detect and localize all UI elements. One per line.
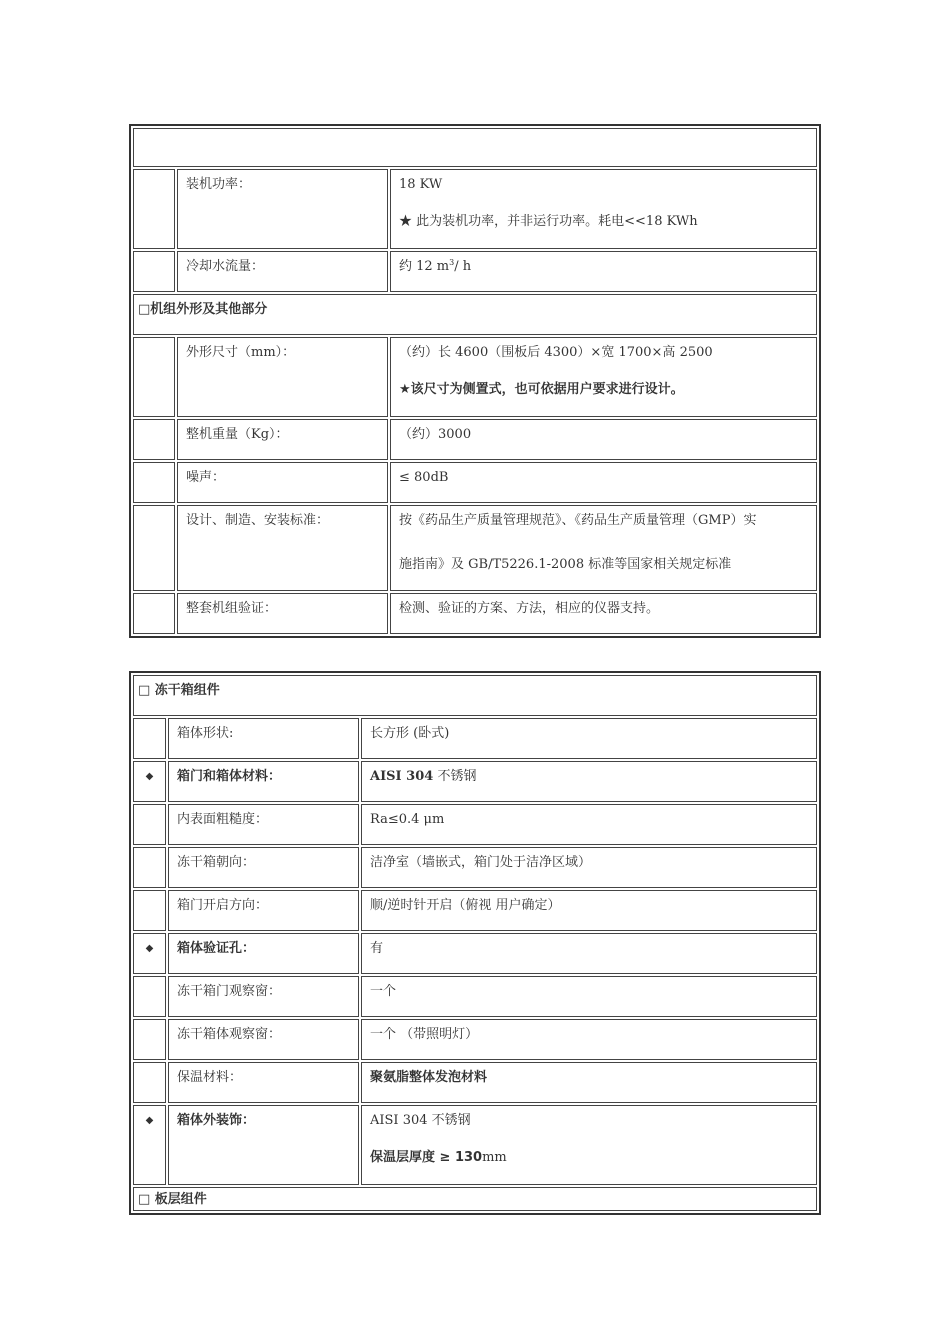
value-text-continued: 施指南》及 GB/T5226.1-2008 标准等国家相关规定标准 (399, 557, 732, 572)
diamond-bullet-icon: ◆ (133, 933, 166, 974)
value-text: （约）长 4600（围板后 4300）×宽 1700×高 2500 (399, 345, 713, 360)
row-label: 箱门开启方向： (168, 890, 359, 931)
table-row (133, 890, 817, 931)
spec-table-machine (129, 124, 821, 638)
table-row (133, 804, 817, 845)
row-label: 设计、制造、安装标准： (177, 505, 388, 591)
table-row (133, 462, 817, 503)
row-label: 整机重量（Kg）： (177, 419, 388, 460)
row-label: 箱体形状: (168, 718, 359, 759)
table-row (133, 1187, 817, 1211)
row-label: 箱门和箱体材料： (168, 761, 359, 802)
row-value (390, 169, 817, 249)
value-text: 按《药品生产质量管理规范》、《药品生产质量管理（GMP）实 (399, 513, 757, 528)
row-value: ≤ 80dB (390, 462, 817, 503)
row-value: 聚氨脂整体发泡材料 (361, 1062, 817, 1103)
diamond-bullet-icon: ◆ (133, 761, 166, 802)
value-bold: AISI 304 (370, 769, 434, 784)
section-heading: □ 板层组件 (133, 1187, 817, 1211)
row-value: 顺/逆时针开启（俯视 用户确定） (361, 890, 817, 931)
value-superscript: 3 (449, 258, 455, 267)
table-row (133, 761, 817, 802)
value-text: 18 KW (399, 177, 443, 192)
value-unit: / h (454, 259, 472, 274)
row-label: 冻干箱门观察窗： (168, 976, 359, 1017)
table-row (133, 675, 817, 716)
value-text: 不锈钢 (433, 769, 477, 784)
row-label: 保温材料： (168, 1062, 359, 1103)
diamond-bullet-icon: ◆ (133, 1105, 166, 1185)
row-value (361, 1105, 817, 1185)
row-value: 检测、验证的方案、方法，相应的仪器支持。 (390, 593, 817, 634)
spec-table-drying-chamber (129, 671, 821, 1215)
empty-header-cell (133, 128, 817, 167)
row-value: 一个 （带照明灯） (361, 1019, 817, 1060)
row-label: 箱体外装饰： (168, 1105, 359, 1185)
value-text: 约 12 m (399, 259, 450, 274)
value-bold: 保温层厚度 ≥ 130 (370, 1150, 483, 1165)
row-label: 外形尺寸（mm）： (177, 337, 388, 417)
row-label: 内表面粗糙度： (168, 804, 359, 845)
mark-cell (133, 976, 166, 1017)
row-value: 长方形 (卧式) (361, 718, 817, 759)
value-text-2 (370, 1149, 808, 1167)
row-label: 噪声： (177, 462, 388, 503)
mark-cell (133, 337, 175, 417)
mark-cell (133, 1062, 166, 1103)
row-value (390, 505, 817, 591)
table-row (133, 1105, 817, 1185)
table-row (133, 505, 817, 591)
mark-cell (133, 505, 175, 591)
note-text: ★该尺寸为侧置式，也可依据用户要求进行设计。 (399, 382, 684, 397)
row-value: 有 (361, 933, 817, 974)
mark-cell (133, 890, 166, 931)
mark-cell (133, 251, 175, 292)
row-label: 装机功率： (177, 169, 388, 249)
mark-cell (133, 718, 166, 759)
row-value (361, 761, 817, 802)
table-row (133, 847, 817, 888)
value-text: AISI 304 不锈钢 (370, 1113, 471, 1128)
table-row (133, 251, 817, 292)
table-row (133, 1019, 817, 1060)
row-value: Ra≤0.4 μm (361, 804, 817, 845)
note-text: ★ 此为装机功率，并非运行功率。耗电<<18 KWh (399, 214, 698, 229)
table-row (133, 1062, 817, 1103)
table-row (133, 933, 817, 974)
table-row (133, 294, 817, 335)
table-row (133, 593, 817, 634)
mark-cell (133, 593, 175, 634)
row-value: 一个 (361, 976, 817, 1017)
table-row (133, 128, 817, 167)
mark-cell (133, 169, 175, 249)
mark-cell (133, 1019, 166, 1060)
row-label: 箱体验证孔： (168, 933, 359, 974)
row-label: 冻干箱朝向： (168, 847, 359, 888)
table-row (133, 169, 817, 249)
table-row (133, 419, 817, 460)
value-unit: mm (482, 1150, 507, 1165)
table-row (133, 718, 817, 759)
row-value (390, 251, 817, 292)
mark-cell (133, 419, 175, 460)
row-value: 洁净室（墙嵌式，箱门处于洁净区域） (361, 847, 817, 888)
mark-cell (133, 847, 166, 888)
section-heading: □ 冻干箱组件 (133, 675, 817, 716)
table-row (133, 337, 817, 417)
section-heading: □机组外形及其他部分 (133, 294, 817, 335)
table-row (133, 976, 817, 1017)
mark-cell (133, 462, 175, 503)
row-label: 冷却水流量： (177, 251, 388, 292)
row-value (390, 337, 817, 417)
row-value: （约）3000 (390, 419, 817, 460)
row-label: 冻干箱体观察窗： (168, 1019, 359, 1060)
mark-cell (133, 804, 166, 845)
row-label: 整套机组验证： (177, 593, 388, 634)
